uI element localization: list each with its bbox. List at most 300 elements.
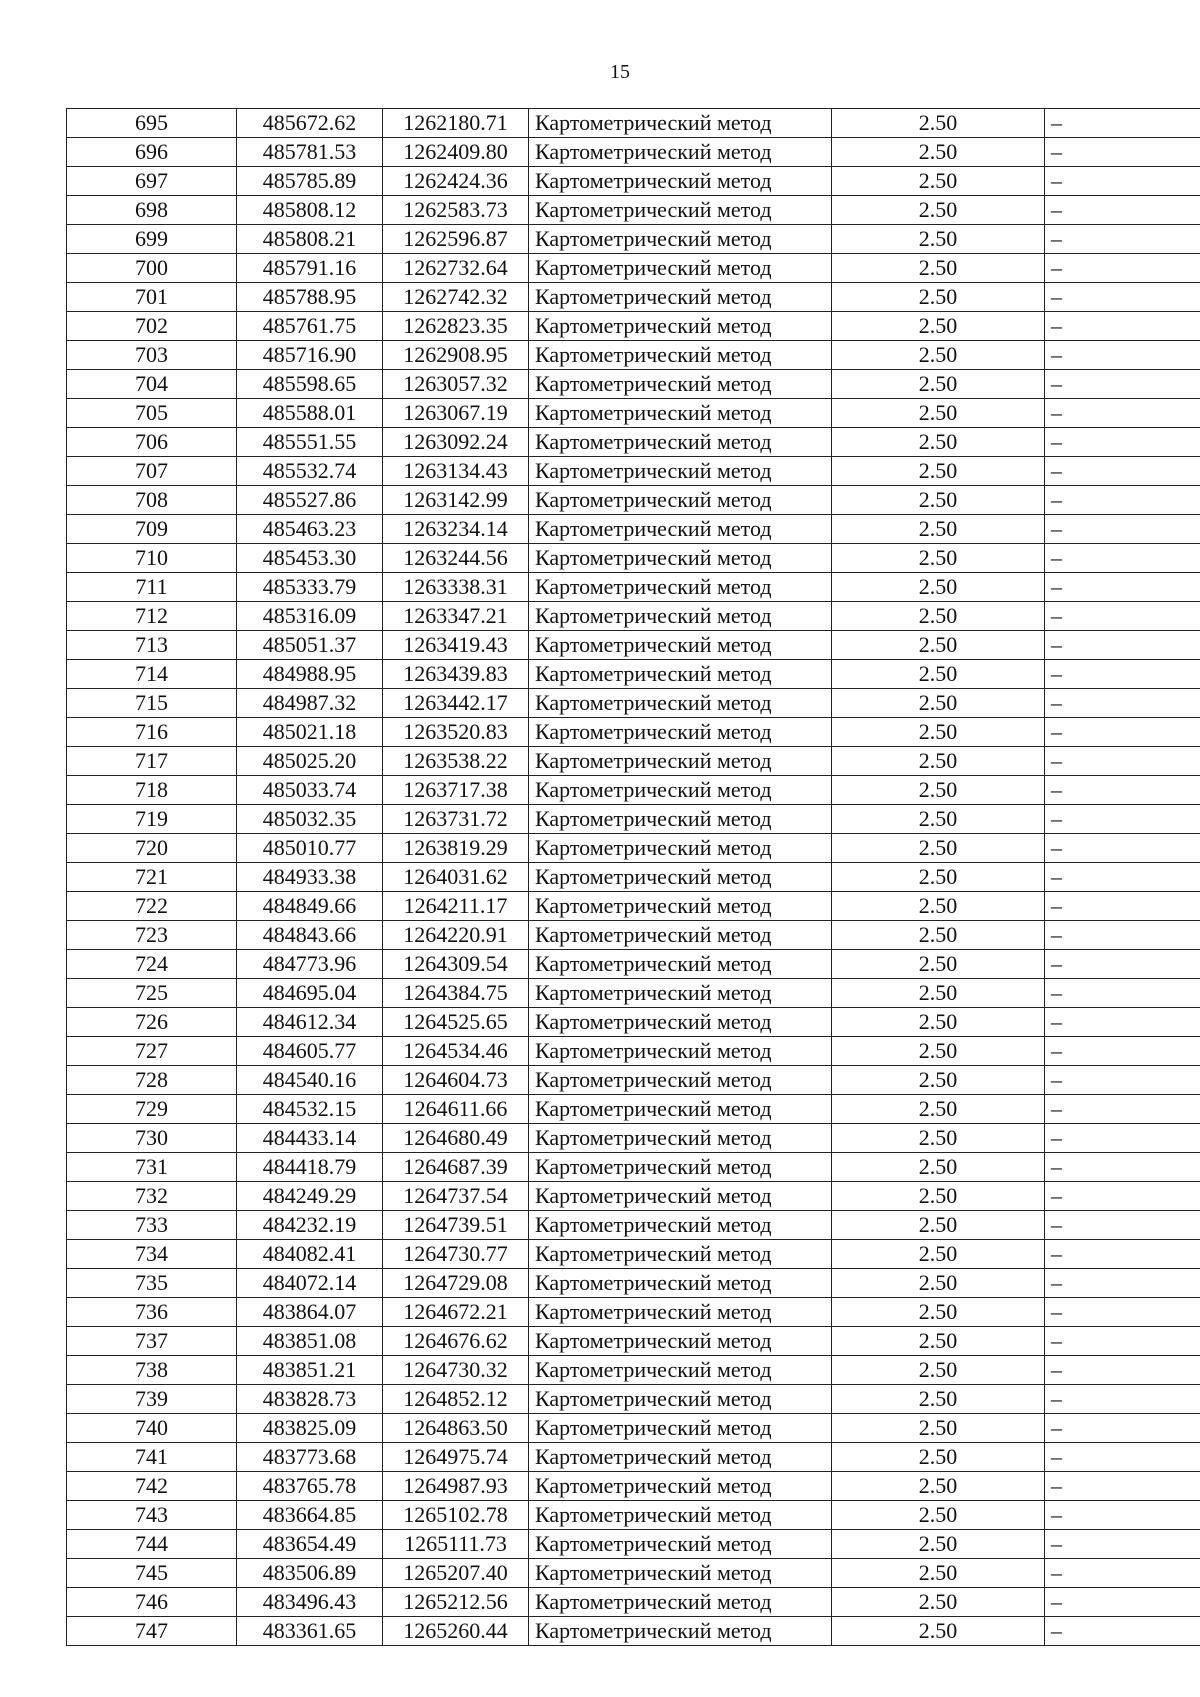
point-number-cell: 704 bbox=[67, 370, 237, 399]
x-coordinate-cell: 485781.53 bbox=[237, 138, 383, 167]
accuracy-cell: 2.50 bbox=[832, 1298, 1045, 1327]
method-cell: Картометрический метод bbox=[529, 718, 832, 747]
x-coordinate-cell: 484695.04 bbox=[237, 979, 383, 1008]
note-cell: – bbox=[1045, 1298, 1200, 1327]
method-cell: Картометрический метод bbox=[529, 892, 832, 921]
x-coordinate-cell: 484249.29 bbox=[237, 1182, 383, 1211]
accuracy-cell: 2.50 bbox=[832, 1559, 1045, 1588]
note-cell: – bbox=[1045, 834, 1200, 863]
x-coordinate-cell: 485551.55 bbox=[237, 428, 383, 457]
table-row bbox=[67, 399, 1200, 428]
x-coordinate-cell: 485808.21 bbox=[237, 225, 383, 254]
x-coordinate-cell: 484612.34 bbox=[237, 1008, 383, 1037]
accuracy-cell: 2.50 bbox=[832, 1211, 1045, 1240]
table-row bbox=[67, 457, 1200, 486]
table-row bbox=[67, 254, 1200, 283]
x-coordinate-cell: 485532.74 bbox=[237, 457, 383, 486]
y-coordinate-cell: 1262823.35 bbox=[383, 312, 529, 341]
method-cell: Картометрический метод bbox=[529, 1588, 832, 1617]
point-number-cell: 702 bbox=[67, 312, 237, 341]
table-row bbox=[67, 979, 1200, 1008]
x-coordinate-cell: 484418.79 bbox=[237, 1153, 383, 1182]
y-coordinate-cell: 1264611.66 bbox=[383, 1095, 529, 1124]
point-number-cell: 706 bbox=[67, 428, 237, 457]
table-row bbox=[67, 1356, 1200, 1385]
x-coordinate-cell: 483828.73 bbox=[237, 1385, 383, 1414]
accuracy-cell: 2.50 bbox=[832, 1385, 1045, 1414]
x-coordinate-cell: 485527.86 bbox=[237, 486, 383, 515]
y-coordinate-cell: 1263819.29 bbox=[383, 834, 529, 863]
accuracy-cell: 2.50 bbox=[832, 1124, 1045, 1153]
note-cell: – bbox=[1045, 1443, 1200, 1472]
note-cell: – bbox=[1045, 254, 1200, 283]
method-cell: Картометрический метод bbox=[529, 1559, 832, 1588]
accuracy-cell: 2.50 bbox=[832, 1095, 1045, 1124]
note-cell: – bbox=[1045, 1617, 1200, 1646]
note-cell: – bbox=[1045, 1211, 1200, 1240]
accuracy-cell: 2.50 bbox=[832, 1472, 1045, 1501]
point-number-cell: 708 bbox=[67, 486, 237, 515]
accuracy-cell: 2.50 bbox=[832, 631, 1045, 660]
y-coordinate-cell: 1264534.46 bbox=[383, 1037, 529, 1066]
point-number-cell: 724 bbox=[67, 950, 237, 979]
table-row bbox=[67, 1240, 1200, 1269]
x-coordinate-cell: 485588.01 bbox=[237, 399, 383, 428]
note-cell: – bbox=[1045, 1066, 1200, 1095]
method-cell: Картометрический метод bbox=[529, 1182, 832, 1211]
note-cell: – bbox=[1045, 167, 1200, 196]
method-cell: Картометрический метод bbox=[529, 1269, 832, 1298]
x-coordinate-cell: 485453.30 bbox=[237, 544, 383, 573]
method-cell: Картометрический метод bbox=[529, 1008, 832, 1037]
y-coordinate-cell: 1264863.50 bbox=[383, 1414, 529, 1443]
note-cell: – bbox=[1045, 776, 1200, 805]
method-cell: Картометрический метод bbox=[529, 776, 832, 805]
point-number-cell: 735 bbox=[67, 1269, 237, 1298]
accuracy-cell: 2.50 bbox=[832, 1008, 1045, 1037]
note-cell: – bbox=[1045, 1530, 1200, 1559]
x-coordinate-cell: 484433.14 bbox=[237, 1124, 383, 1153]
y-coordinate-cell: 1262732.64 bbox=[383, 254, 529, 283]
point-number-cell: 712 bbox=[67, 602, 237, 631]
accuracy-cell: 2.50 bbox=[832, 921, 1045, 950]
table-row bbox=[67, 196, 1200, 225]
method-cell: Картометрический метод bbox=[529, 834, 832, 863]
x-coordinate-cell: 483654.49 bbox=[237, 1530, 383, 1559]
y-coordinate-cell: 1262180.71 bbox=[383, 109, 529, 138]
method-cell: Картометрический метод bbox=[529, 544, 832, 573]
accuracy-cell: 2.50 bbox=[832, 225, 1045, 254]
method-cell: Картометрический метод bbox=[529, 805, 832, 834]
accuracy-cell: 2.50 bbox=[832, 1588, 1045, 1617]
point-number-cell: 727 bbox=[67, 1037, 237, 1066]
point-number-cell: 722 bbox=[67, 892, 237, 921]
point-number-cell: 744 bbox=[67, 1530, 237, 1559]
y-coordinate-cell: 1264525.65 bbox=[383, 1008, 529, 1037]
note-cell: – bbox=[1045, 1037, 1200, 1066]
x-coordinate-cell: 484532.15 bbox=[237, 1095, 383, 1124]
point-number-cell: 696 bbox=[67, 138, 237, 167]
y-coordinate-cell: 1264730.32 bbox=[383, 1356, 529, 1385]
method-cell: Картометрический метод bbox=[529, 486, 832, 515]
point-number-cell: 698 bbox=[67, 196, 237, 225]
note-cell: – bbox=[1045, 863, 1200, 892]
table-row bbox=[67, 1414, 1200, 1443]
x-coordinate-cell: 483851.21 bbox=[237, 1356, 383, 1385]
accuracy-cell: 2.50 bbox=[832, 776, 1045, 805]
x-coordinate-cell: 484987.32 bbox=[237, 689, 383, 718]
method-cell: Картометрический метод bbox=[529, 1530, 832, 1559]
table-row bbox=[67, 1298, 1200, 1327]
y-coordinate-cell: 1263520.83 bbox=[383, 718, 529, 747]
method-cell: Картометрический метод bbox=[529, 1066, 832, 1095]
point-number-cell: 720 bbox=[67, 834, 237, 863]
point-number-cell: 703 bbox=[67, 341, 237, 370]
y-coordinate-cell: 1263731.72 bbox=[383, 805, 529, 834]
method-cell: Картометрический метод bbox=[529, 1298, 832, 1327]
point-number-cell: 714 bbox=[67, 660, 237, 689]
note-cell: – bbox=[1045, 428, 1200, 457]
x-coordinate-cell: 484540.16 bbox=[237, 1066, 383, 1095]
x-coordinate-cell: 485021.18 bbox=[237, 718, 383, 747]
accuracy-cell: 2.50 bbox=[832, 1240, 1045, 1269]
x-coordinate-cell: 483825.09 bbox=[237, 1414, 383, 1443]
accuracy-cell: 2.50 bbox=[832, 1356, 1045, 1385]
note-cell: – bbox=[1045, 312, 1200, 341]
accuracy-cell: 2.50 bbox=[832, 1269, 1045, 1298]
point-number-cell: 705 bbox=[67, 399, 237, 428]
accuracy-cell: 2.50 bbox=[832, 457, 1045, 486]
method-cell: Картометрический метод bbox=[529, 921, 832, 950]
accuracy-cell: 2.50 bbox=[832, 892, 1045, 921]
method-cell: Картометрический метод bbox=[529, 1327, 832, 1356]
note-cell: – bbox=[1045, 283, 1200, 312]
point-number-cell: 728 bbox=[67, 1066, 237, 1095]
method-cell: Картометрический метод bbox=[529, 370, 832, 399]
y-coordinate-cell: 1265260.44 bbox=[383, 1617, 529, 1646]
x-coordinate-cell: 483765.78 bbox=[237, 1472, 383, 1501]
table-row bbox=[67, 428, 1200, 457]
method-cell: Картометрический метод bbox=[529, 254, 832, 283]
x-coordinate-cell: 485672.62 bbox=[237, 109, 383, 138]
note-cell: – bbox=[1045, 1153, 1200, 1182]
method-cell: Картометрический метод bbox=[529, 1240, 832, 1269]
x-coordinate-cell: 483496.43 bbox=[237, 1588, 383, 1617]
method-cell: Картометрический метод bbox=[529, 1617, 832, 1646]
table-row bbox=[67, 1588, 1200, 1617]
point-number-cell: 715 bbox=[67, 689, 237, 718]
method-cell: Картометрический метод bbox=[529, 1443, 832, 1472]
accuracy-cell: 2.50 bbox=[832, 950, 1045, 979]
accuracy-cell: 2.50 bbox=[832, 254, 1045, 283]
point-number-cell: 700 bbox=[67, 254, 237, 283]
note-cell: – bbox=[1045, 1182, 1200, 1211]
point-number-cell: 711 bbox=[67, 573, 237, 602]
method-cell: Картометрический метод bbox=[529, 689, 832, 718]
y-coordinate-cell: 1263067.19 bbox=[383, 399, 529, 428]
y-coordinate-cell: 1263134.43 bbox=[383, 457, 529, 486]
point-number-cell: 733 bbox=[67, 1211, 237, 1240]
table-row bbox=[67, 1008, 1200, 1037]
note-cell: – bbox=[1045, 225, 1200, 254]
accuracy-cell: 2.50 bbox=[832, 109, 1045, 138]
method-cell: Картометрический метод bbox=[529, 167, 832, 196]
point-number-cell: 739 bbox=[67, 1385, 237, 1414]
table-row bbox=[67, 1385, 1200, 1414]
x-coordinate-cell: 483664.85 bbox=[237, 1501, 383, 1530]
table-row bbox=[67, 283, 1200, 312]
y-coordinate-cell: 1263092.24 bbox=[383, 428, 529, 457]
table-row bbox=[67, 1211, 1200, 1240]
table-row bbox=[67, 950, 1200, 979]
note-cell: – bbox=[1045, 892, 1200, 921]
note-cell: – bbox=[1045, 486, 1200, 515]
table-row bbox=[67, 776, 1200, 805]
table-row bbox=[67, 341, 1200, 370]
y-coordinate-cell: 1263717.38 bbox=[383, 776, 529, 805]
accuracy-cell: 2.50 bbox=[832, 689, 1045, 718]
table-row bbox=[67, 167, 1200, 196]
point-number-cell: 717 bbox=[67, 747, 237, 776]
note-cell: – bbox=[1045, 109, 1200, 138]
method-cell: Картометрический метод bbox=[529, 1472, 832, 1501]
table-row bbox=[67, 1327, 1200, 1356]
note-cell: – bbox=[1045, 1124, 1200, 1153]
accuracy-cell: 2.50 bbox=[832, 834, 1045, 863]
method-cell: Картометрический метод bbox=[529, 283, 832, 312]
point-number-cell: 740 bbox=[67, 1414, 237, 1443]
x-coordinate-cell: 485598.65 bbox=[237, 370, 383, 399]
note-cell: – bbox=[1045, 950, 1200, 979]
x-coordinate-cell: 485010.77 bbox=[237, 834, 383, 863]
accuracy-cell: 2.50 bbox=[832, 544, 1045, 573]
point-number-cell: 713 bbox=[67, 631, 237, 660]
point-number-cell: 707 bbox=[67, 457, 237, 486]
point-number-cell: 741 bbox=[67, 1443, 237, 1472]
point-number-cell: 737 bbox=[67, 1327, 237, 1356]
method-cell: Картометрический метод bbox=[529, 138, 832, 167]
y-coordinate-cell: 1263538.22 bbox=[383, 747, 529, 776]
y-coordinate-cell: 1264309.54 bbox=[383, 950, 529, 979]
y-coordinate-cell: 1263234.14 bbox=[383, 515, 529, 544]
accuracy-cell: 2.50 bbox=[832, 1443, 1045, 1472]
x-coordinate-cell: 484988.95 bbox=[237, 660, 383, 689]
x-coordinate-cell: 483851.08 bbox=[237, 1327, 383, 1356]
note-cell: – bbox=[1045, 138, 1200, 167]
note-cell: – bbox=[1045, 1356, 1200, 1385]
method-cell: Картометрический метод bbox=[529, 573, 832, 602]
y-coordinate-cell: 1263347.21 bbox=[383, 602, 529, 631]
method-cell: Картометрический метод bbox=[529, 747, 832, 776]
point-number-cell: 736 bbox=[67, 1298, 237, 1327]
x-coordinate-cell: 483361.65 bbox=[237, 1617, 383, 1646]
method-cell: Картометрический метод bbox=[529, 1501, 832, 1530]
y-coordinate-cell: 1264680.49 bbox=[383, 1124, 529, 1153]
note-cell: – bbox=[1045, 341, 1200, 370]
point-number-cell: 710 bbox=[67, 544, 237, 573]
note-cell: – bbox=[1045, 660, 1200, 689]
point-number-cell: 731 bbox=[67, 1153, 237, 1182]
method-cell: Картометрический метод bbox=[529, 631, 832, 660]
table-row bbox=[67, 631, 1200, 660]
accuracy-cell: 2.50 bbox=[832, 1327, 1045, 1356]
method-cell: Картометрический метод bbox=[529, 196, 832, 225]
y-coordinate-cell: 1264987.93 bbox=[383, 1472, 529, 1501]
accuracy-cell: 2.50 bbox=[832, 486, 1045, 515]
x-coordinate-cell: 485808.12 bbox=[237, 196, 383, 225]
y-coordinate-cell: 1262742.32 bbox=[383, 283, 529, 312]
point-number-cell: 730 bbox=[67, 1124, 237, 1153]
note-cell: – bbox=[1045, 196, 1200, 225]
note-cell: – bbox=[1045, 1327, 1200, 1356]
point-number-cell: 718 bbox=[67, 776, 237, 805]
coordinates-table-body bbox=[67, 109, 1200, 1646]
x-coordinate-cell: 485316.09 bbox=[237, 602, 383, 631]
y-coordinate-cell: 1264739.51 bbox=[383, 1211, 529, 1240]
method-cell: Картометрический метод bbox=[529, 1414, 832, 1443]
y-coordinate-cell: 1264031.62 bbox=[383, 863, 529, 892]
note-cell: – bbox=[1045, 1414, 1200, 1443]
y-coordinate-cell: 1264384.75 bbox=[383, 979, 529, 1008]
point-number-cell: 716 bbox=[67, 718, 237, 747]
point-number-cell: 738 bbox=[67, 1356, 237, 1385]
x-coordinate-cell: 485333.79 bbox=[237, 573, 383, 602]
y-coordinate-cell: 1265207.40 bbox=[383, 1559, 529, 1588]
point-number-cell: 723 bbox=[67, 921, 237, 950]
accuracy-cell: 2.50 bbox=[832, 979, 1045, 1008]
y-coordinate-cell: 1264729.08 bbox=[383, 1269, 529, 1298]
accuracy-cell: 2.50 bbox=[832, 1066, 1045, 1095]
table-row bbox=[67, 1443, 1200, 1472]
method-cell: Картометрический метод bbox=[529, 660, 832, 689]
table-row bbox=[67, 1182, 1200, 1211]
point-number-cell: 719 bbox=[67, 805, 237, 834]
table-row bbox=[67, 1066, 1200, 1095]
accuracy-cell: 2.50 bbox=[832, 660, 1045, 689]
note-cell: – bbox=[1045, 1008, 1200, 1037]
table-row bbox=[67, 718, 1200, 747]
method-cell: Картометрический метод bbox=[529, 1153, 832, 1182]
accuracy-cell: 2.50 bbox=[832, 341, 1045, 370]
note-cell: – bbox=[1045, 1501, 1200, 1530]
x-coordinate-cell: 485788.95 bbox=[237, 283, 383, 312]
method-cell: Картометрический метод bbox=[529, 399, 832, 428]
table-row bbox=[67, 689, 1200, 718]
accuracy-cell: 2.50 bbox=[832, 428, 1045, 457]
accuracy-cell: 2.50 bbox=[832, 1153, 1045, 1182]
accuracy-cell: 2.50 bbox=[832, 370, 1045, 399]
method-cell: Картометрический метод bbox=[529, 1037, 832, 1066]
y-coordinate-cell: 1264211.17 bbox=[383, 892, 529, 921]
y-coordinate-cell: 1264672.21 bbox=[383, 1298, 529, 1327]
table-row bbox=[67, 1617, 1200, 1646]
point-number-cell: 745 bbox=[67, 1559, 237, 1588]
note-cell: – bbox=[1045, 718, 1200, 747]
note-cell: – bbox=[1045, 1588, 1200, 1617]
table-row bbox=[67, 660, 1200, 689]
method-cell: Картометрический метод bbox=[529, 457, 832, 486]
point-number-cell: 747 bbox=[67, 1617, 237, 1646]
table-row bbox=[67, 1501, 1200, 1530]
note-cell: – bbox=[1045, 1269, 1200, 1298]
note-cell: – bbox=[1045, 399, 1200, 428]
y-coordinate-cell: 1264975.74 bbox=[383, 1443, 529, 1472]
page-number: 15 bbox=[610, 61, 630, 83]
x-coordinate-cell: 485051.37 bbox=[237, 631, 383, 660]
point-number-cell: 725 bbox=[67, 979, 237, 1008]
table-row bbox=[67, 138, 1200, 167]
y-coordinate-cell: 1264730.77 bbox=[383, 1240, 529, 1269]
table-row bbox=[67, 1559, 1200, 1588]
method-cell: Картометрический метод bbox=[529, 428, 832, 457]
x-coordinate-cell: 485716.90 bbox=[237, 341, 383, 370]
x-coordinate-cell: 484232.19 bbox=[237, 1211, 383, 1240]
table-row bbox=[67, 863, 1200, 892]
accuracy-cell: 2.50 bbox=[832, 747, 1045, 776]
table-row bbox=[67, 805, 1200, 834]
y-coordinate-cell: 1265111.73 bbox=[383, 1530, 529, 1559]
y-coordinate-cell: 1265212.56 bbox=[383, 1588, 529, 1617]
table-row bbox=[67, 515, 1200, 544]
x-coordinate-cell: 484933.38 bbox=[237, 863, 383, 892]
note-cell: – bbox=[1045, 747, 1200, 776]
note-cell: – bbox=[1045, 602, 1200, 631]
x-coordinate-cell: 485785.89 bbox=[237, 167, 383, 196]
table-row bbox=[67, 544, 1200, 573]
x-coordinate-cell: 485025.20 bbox=[237, 747, 383, 776]
y-coordinate-cell: 1264737.54 bbox=[383, 1182, 529, 1211]
x-coordinate-cell: 484773.96 bbox=[237, 950, 383, 979]
accuracy-cell: 2.50 bbox=[832, 1037, 1045, 1066]
note-cell: – bbox=[1045, 979, 1200, 1008]
x-coordinate-cell: 484082.41 bbox=[237, 1240, 383, 1269]
y-coordinate-cell: 1262583.73 bbox=[383, 196, 529, 225]
accuracy-cell: 2.50 bbox=[832, 863, 1045, 892]
table-row bbox=[67, 834, 1200, 863]
x-coordinate-cell: 485463.23 bbox=[237, 515, 383, 544]
table-row bbox=[67, 109, 1200, 138]
accuracy-cell: 2.50 bbox=[832, 167, 1045, 196]
note-cell: – bbox=[1045, 631, 1200, 660]
x-coordinate-cell: 483864.07 bbox=[237, 1298, 383, 1327]
point-number-cell: 699 bbox=[67, 225, 237, 254]
accuracy-cell: 2.50 bbox=[832, 399, 1045, 428]
y-coordinate-cell: 1264604.73 bbox=[383, 1066, 529, 1095]
point-number-cell: 701 bbox=[67, 283, 237, 312]
point-number-cell: 732 bbox=[67, 1182, 237, 1211]
table-row bbox=[67, 370, 1200, 399]
note-cell: – bbox=[1045, 544, 1200, 573]
table-row bbox=[67, 747, 1200, 776]
y-coordinate-cell: 1263057.32 bbox=[383, 370, 529, 399]
accuracy-cell: 2.50 bbox=[832, 138, 1045, 167]
method-cell: Картометрический метод bbox=[529, 515, 832, 544]
point-number-cell: 709 bbox=[67, 515, 237, 544]
y-coordinate-cell: 1264676.62 bbox=[383, 1327, 529, 1356]
accuracy-cell: 2.50 bbox=[832, 718, 1045, 747]
y-coordinate-cell: 1263439.83 bbox=[383, 660, 529, 689]
point-number-cell: 695 bbox=[67, 109, 237, 138]
table-row bbox=[67, 312, 1200, 341]
x-coordinate-cell: 484843.66 bbox=[237, 921, 383, 950]
table-row bbox=[67, 225, 1200, 254]
accuracy-cell: 2.50 bbox=[832, 312, 1045, 341]
note-cell: – bbox=[1045, 1095, 1200, 1124]
point-number-cell: 697 bbox=[67, 167, 237, 196]
table-row bbox=[67, 602, 1200, 631]
method-cell: Картометрический метод bbox=[529, 1124, 832, 1153]
point-number-cell: 746 bbox=[67, 1588, 237, 1617]
